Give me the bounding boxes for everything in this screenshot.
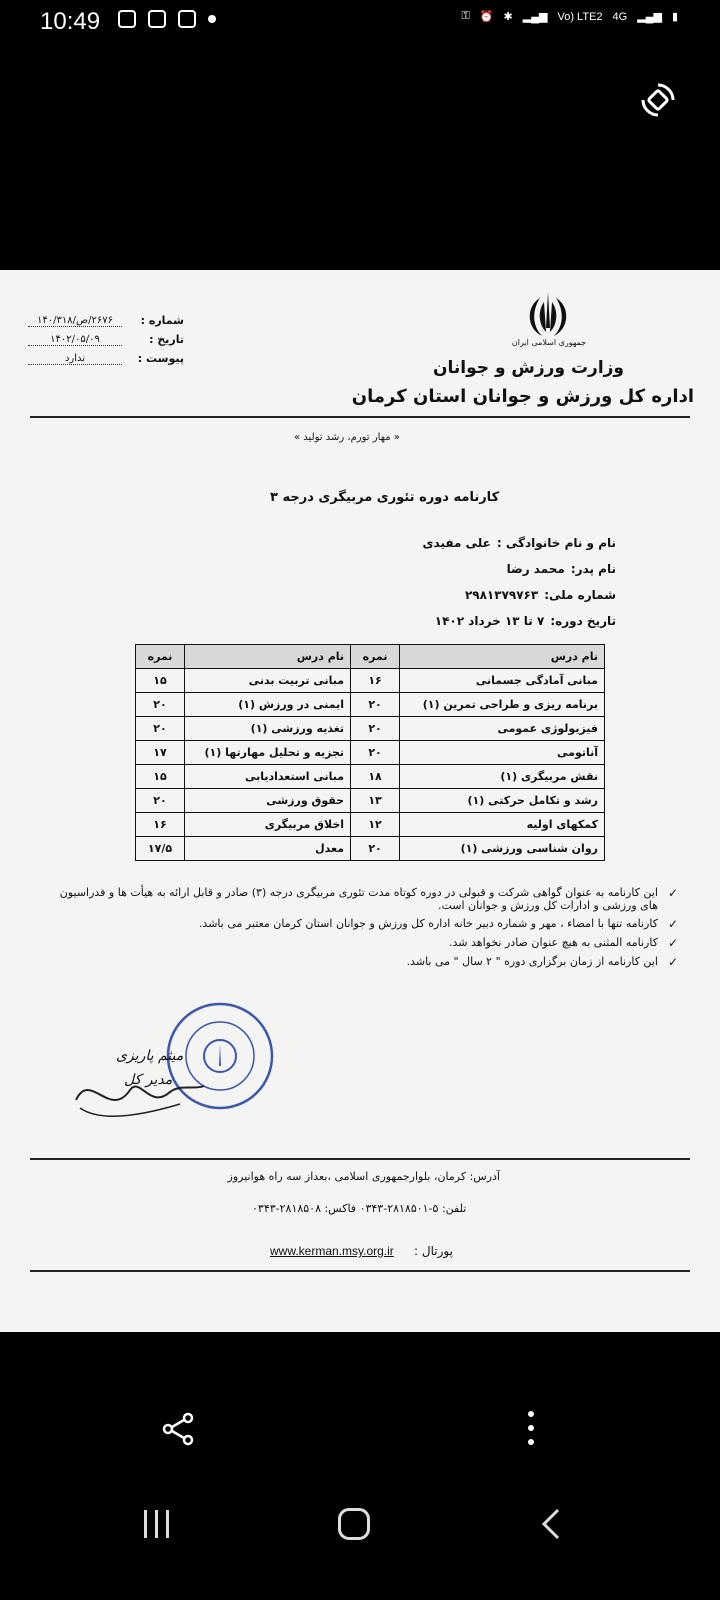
address: آدرس: کرمان، بلوارجمهوری اسلامی ،بعداز سه راه هوانیروز [227, 1170, 500, 1183]
share-icon[interactable] [162, 1412, 196, 1446]
portal-label: پورتال : [414, 1244, 453, 1258]
bottom-actions [0, 1390, 720, 1600]
grade-cell: ۱۶ [136, 813, 185, 837]
note-item: ✓ کارنامه تنها با امضاء ، مهر و شماره دبیر خانه اداره کل ورزش و جوانان استان کرمان معتبر می باشد. [198, 917, 678, 931]
letter-meta [28, 314, 184, 371]
signal-icon-2: ▂▄▆ [637, 11, 662, 23]
recent-apps-icon[interactable] [140, 1508, 174, 1540]
check-icon: ✓ [667, 886, 678, 900]
course-cell: ایمنی در ورزش (۱) [185, 693, 351, 717]
more-vertical-icon[interactable] [526, 1410, 536, 1446]
name-row: نام و نام خانوادگی :علی مفیدی [422, 536, 616, 550]
note-item: ✓ این کارنامه از زمان برگزاری دوره " ۲ سال " می باشد. [406, 955, 678, 969]
signatory-name: میثم پاریزی [116, 1048, 184, 1064]
table-row [136, 813, 605, 837]
course-cell: آناتومی [400, 741, 605, 765]
key-icon: ⚿ [461, 10, 470, 22]
header-course: نام درس [400, 645, 605, 669]
meta-date: تاریخ : ۱۴۰۲/۰۵/۰۹ [28, 333, 184, 346]
document-title: کارنامه دوره تئوری مربیگری درجه ۳ [270, 490, 500, 505]
grade-cell: ۱۸ [351, 765, 400, 789]
bluetooth-icon: ✱ [503, 11, 513, 23]
slogan: « مهار تورم، رشد تولید » [294, 432, 400, 443]
grade-cell: ۲۰ [136, 789, 185, 813]
grade-cell: ۱۶ [351, 669, 400, 693]
table-row [136, 717, 605, 741]
table-row [136, 789, 605, 813]
notification-icons [118, 10, 216, 28]
note-item: ✓ این کارنامه به عنوان گواهی شرکت و قبولی در دوره کوتاه مدت تئوری مربیگری درجه (۳) صادر و قابل ارائه به هیأت ها و فدراسیون های ورزشی و ادارات کل ورزش و جوانان است. [59, 886, 678, 912]
system-icons [461, 10, 678, 23]
table-row [136, 693, 605, 717]
network-label: Vo) LTE2 [557, 10, 603, 23]
grade-cell: ۱۵ [136, 669, 185, 693]
grade-cell: ۲۰ [136, 693, 185, 717]
header-course: نام درس [185, 645, 351, 669]
grade-cell: ۲۰ [351, 837, 400, 861]
app-notification-icon [118, 10, 136, 28]
grades-table [135, 644, 605, 861]
course-cell: رشد و تکامل حرکتی (۱) [400, 789, 605, 813]
emblem-caption: جمهوری اسلامی ایران [511, 338, 587, 347]
course-cell: مبانی تربیت بدنی [185, 669, 351, 693]
alarm-icon: ⏰ [479, 11, 494, 23]
father-row: نام پدر:محمد رضا [506, 562, 616, 576]
course-cell: تغذیه ورزشی (۱) [185, 717, 351, 741]
course-date-row: تاریخ دوره:۷ تا ۱۳ خرداد ۱۴۰۲ [434, 614, 616, 628]
grade-cell: ۲۰ [351, 717, 400, 741]
student-info [423, 530, 616, 634]
message-icon [148, 10, 166, 28]
phone-fax: تلفن: ۵-۲۸۱۸۵۰۱-۰۳۴۳ فاکس: ۲۸۱۸۵۰۸-۰۳۴۳ [252, 1202, 467, 1215]
network-type: 4G [612, 10, 628, 23]
check-icon: ✓ [667, 955, 678, 969]
portal-url: www.kerman.msy.org.ir [270, 1244, 394, 1258]
battery-icon: ▮ [671, 11, 678, 23]
notes-list [58, 886, 678, 974]
signal-icon: ▂▄▆ [522, 11, 548, 23]
signatory-title: مدیر کل [124, 1072, 173, 1088]
home-icon[interactable] [338, 1508, 370, 1540]
grade-cell: ۲۰ [351, 693, 400, 717]
national-id-row: شماره ملی:۲۹۸۱۳۷۹۷۶۳ [464, 588, 616, 602]
header-divider [30, 416, 690, 418]
course-cell: اخلاق مربیگری [185, 813, 351, 837]
office-name: اداره کل ورزش و جوانان استان کرمان [351, 386, 694, 407]
footer-divider [30, 1158, 690, 1160]
instagram-icon [178, 10, 196, 28]
status-bar [0, 0, 720, 48]
table-row [136, 741, 605, 765]
header-grade: نمره [136, 645, 185, 669]
grade-cell: ۱۵ [136, 765, 185, 789]
table-row [136, 837, 605, 861]
course-cell: روان شناسی ورزشی (۱) [400, 837, 605, 861]
course-cell: حقوق ورزشی [185, 789, 351, 813]
grade-cell: ۱۳ [351, 789, 400, 813]
course-cell: مبانی آمادگی جسمانی [400, 669, 605, 693]
meta-number: شماره : ۲۶۷۶/ص/۱۴۰/۳۱۸ [28, 314, 184, 327]
grade-cell: ۲۰ [136, 717, 185, 741]
ministry-name: وزارت ورزش و جوانان [433, 358, 624, 378]
header-grade: نمره [351, 645, 400, 669]
document-image [0, 270, 720, 1332]
rotate-icon[interactable] [638, 80, 678, 120]
table-row [136, 765, 605, 789]
status-time: 10:49 [40, 8, 101, 35]
course-cell: کمکهای اولیه [400, 813, 605, 837]
course-cell: تجزیه و تحلیل مهارتها (۱) [185, 741, 351, 765]
course-cell: معدل [185, 837, 351, 861]
course-cell: مبانی استعدادیابی [185, 765, 351, 789]
table-row [136, 669, 605, 693]
check-icon: ✓ [667, 917, 678, 931]
grade-cell: ۱۲ [351, 813, 400, 837]
table-header-row [136, 645, 605, 669]
course-cell: فیزیولوژی عمومی [400, 717, 605, 741]
check-icon: ✓ [667, 936, 678, 950]
note-item: ✓ کارنامه المثنی به هیچ عنوان صادر نخواهد شد. [449, 936, 678, 950]
footer-bottom-divider [30, 1270, 690, 1272]
grade-cell: ۱۷ [136, 741, 185, 765]
meta-attachment: پیوست : ندارد [28, 352, 184, 365]
grade-cell: ۲۰ [351, 741, 400, 765]
course-cell: برنامه ریزی و طراحی تمرین (۱) [400, 693, 605, 717]
course-cell: نقش مربیگری (۱) [400, 765, 605, 789]
grade-cell: ۱۷/۵ [136, 837, 185, 861]
more-notifications-dot [208, 15, 216, 23]
back-icon[interactable] [540, 1508, 562, 1540]
